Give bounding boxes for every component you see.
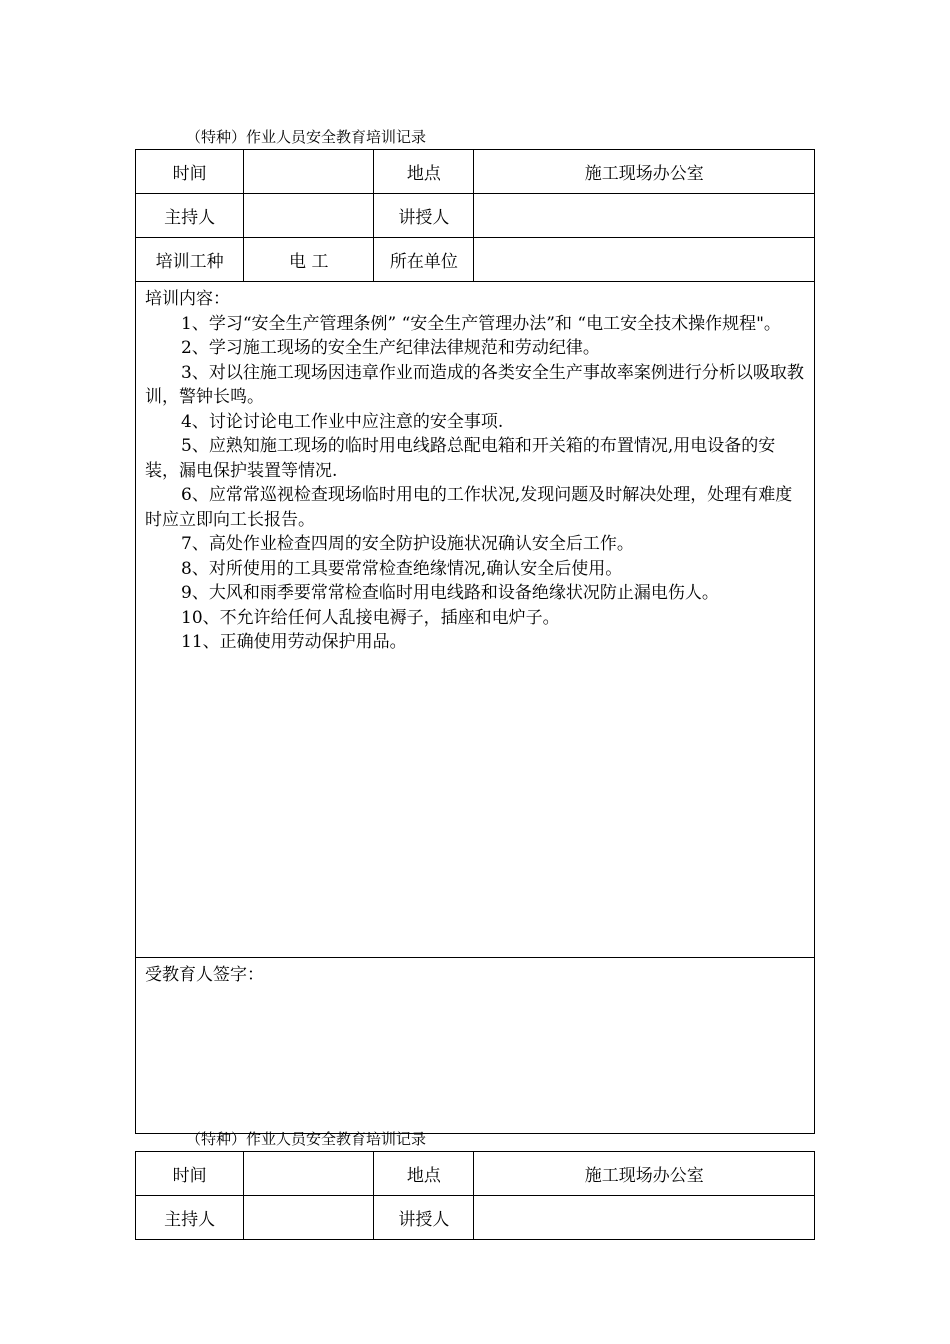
time-label: 时间 (136, 150, 244, 194)
trade-value[interactable]: 电 工 (244, 238, 374, 282)
content-label: 培训内容： (145, 289, 230, 309)
content-item: 6、应常常巡视检查现场临时用电的工作状况,发现问题及时解决处理，处理有难度时应立即向工长报告。 (145, 485, 793, 530)
host-value[interactable] (244, 194, 374, 238)
content-item: 1、学习“安全生产管理条例” “安全生产管理办法”和 “电工安全技术操作规程"。 (181, 313, 781, 334)
lecturer-value[interactable] (474, 1196, 815, 1240)
content-item: 9、大风和雨季要常常检查临时用电线路和设备绝缘状况防止漏电伤人。 (181, 583, 719, 603)
unit-label: 所在单位 (374, 238, 474, 282)
place-value[interactable]: 施工现场办公室 (474, 150, 815, 194)
time-value[interactable] (244, 150, 374, 194)
host-label: 主持人 (136, 1196, 244, 1240)
content-item: 2、学习施工现场的安全生产纪律法律规范和劳动纪律。 (181, 338, 600, 358)
place-label: 地点 (374, 1152, 474, 1196)
content-item: 4、讨论讨论电工作业中应注意的安全事项. (181, 411, 504, 432)
unit-value[interactable] (474, 238, 815, 282)
host-value[interactable] (244, 1196, 374, 1240)
content-item: 11、正确使用劳动保护用品。 (181, 632, 407, 652)
content-item: 7、高处作业检查四周的安全防护设施状况确认安全后工作。 (181, 534, 634, 554)
content-row (136, 282, 815, 958)
time-place-row (136, 150, 815, 194)
lecturer-label: 讲授人 (374, 194, 474, 238)
training-content (136, 282, 815, 958)
lecturer-label: 讲授人 (374, 1196, 474, 1240)
lecturer-value[interactable] (474, 194, 815, 238)
record-2-caption: （特种）作业人员安全教育培训记录 (186, 1130, 427, 1148)
host-label: 主持人 (136, 194, 244, 238)
sign-row (136, 958, 815, 1134)
place-label: 地点 (374, 150, 474, 194)
content-item: 5、应熟知施工现场的临时用电线路总配电箱和开关箱的布置情况,用电设备的安装，漏电保护装置等情况. (145, 436, 776, 481)
trade-label: 培训工种 (136, 238, 244, 282)
trade-unit-row (136, 238, 815, 282)
content-item: 3、对以往施工现场因违章作业而造成的各类安全生产事故率案例进行分析以吸取教训，警钟长鸣。 (145, 362, 804, 407)
time-value[interactable] (244, 1152, 374, 1196)
content-item: 8、对所使用的工具要常常检查绝缘情况,确认安全后使用。 (181, 558, 623, 579)
host-lecturer-row (136, 1196, 815, 1240)
record-1-caption: （特种）作业人员安全教育培训记录 (186, 128, 427, 146)
sign-label: 受教育人签字： (145, 965, 264, 985)
time-label: 时间 (136, 1152, 244, 1196)
signature-area[interactable] (136, 958, 815, 1134)
place-value[interactable]: 施工现场办公室 (474, 1152, 815, 1196)
time-place-row (136, 1152, 815, 1196)
record-2-table (135, 1151, 815, 1240)
host-lecturer-row (136, 194, 815, 238)
record-1-table (135, 149, 815, 1134)
content-item: 10、不允许给任何人乱接电褥子，插座和电炉子。 (181, 607, 560, 628)
